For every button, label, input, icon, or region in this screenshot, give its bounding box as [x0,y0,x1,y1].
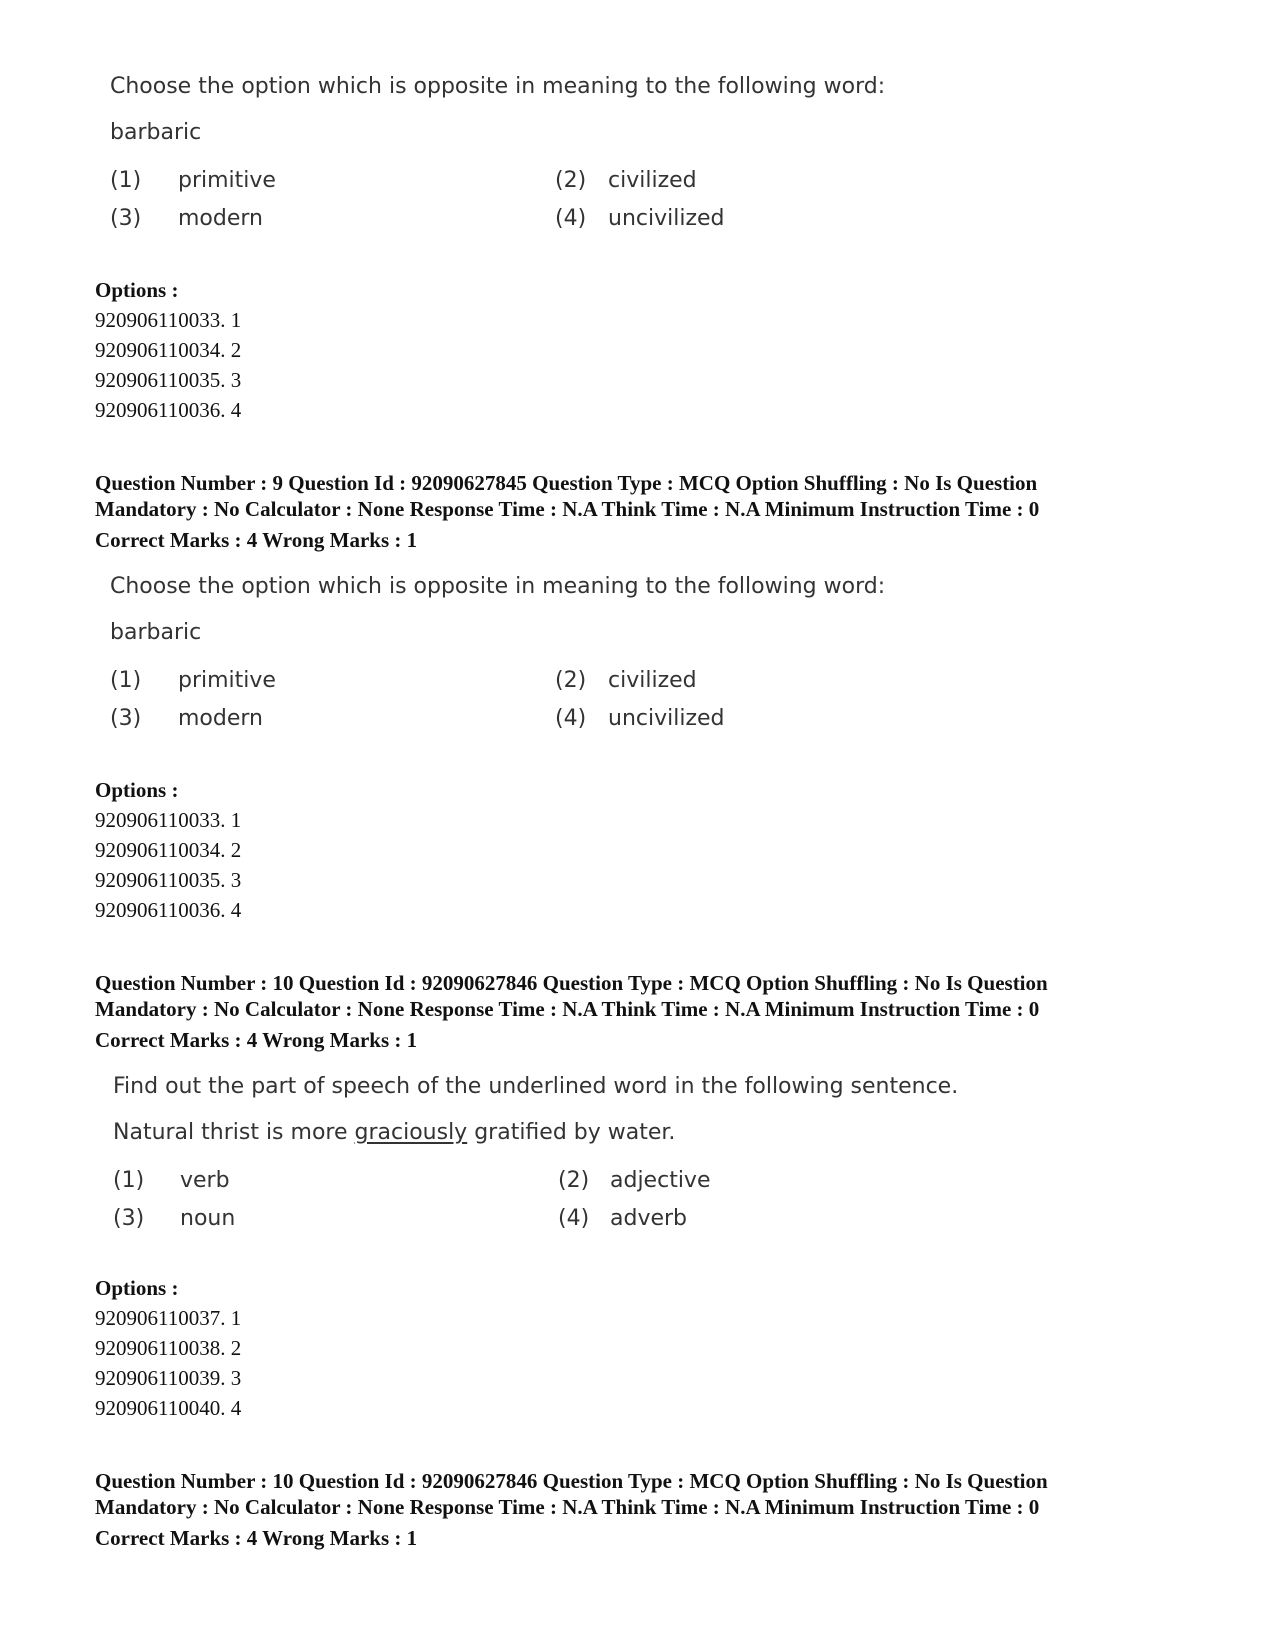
option-line: 920906110034. 2 [95,338,242,362]
choice-number: (4) [555,206,587,231]
choice-text: civilized [608,668,697,693]
question-meta [95,470,1195,522]
question-meta-line: Question Number : 10 Question Id : 92090627846 Question Type : MCQ Option Shuffling : No Is Question [95,1469,1048,1493]
question-meta-line: Question Number : 9 Question Id : 92090627845 Question Type : MCQ Option Shuffling : No Is Question [95,471,1038,495]
question-marks: Correct Marks : 4 Wrong Marks : 1 [95,1526,418,1550]
choice-text: uncivilized [608,206,725,231]
question-meta-line: Mandatory : No Calculator : None Response Time : N.A Think Time : N.A Minimum Instruction Time : 0 [95,497,1040,521]
question-sentence [113,1120,675,1145]
choice-number: (4) [555,706,587,731]
choice-number: (4) [558,1206,590,1231]
choice-text: primitive [178,168,276,193]
question-marks: Correct Marks : 4 Wrong Marks : 1 [95,528,418,552]
choice-number: (2) [555,668,587,693]
question-prompt: Choose the option which is opposite in meaning to the following word: [110,574,886,599]
option-line: 920906110037. 1 [95,1306,242,1330]
choice-number: (1) [110,168,142,193]
option-line: 920906110040. 4 [95,1396,242,1420]
choice-number: (3) [110,706,142,731]
question-image [110,72,1010,242]
question-image [110,572,1010,742]
question-marks: Correct Marks : 4 Wrong Marks : 1 [95,1028,418,1052]
choice-number: (1) [113,1168,145,1193]
question-word: barbaric [110,120,202,145]
option-line: 920906110034. 2 [95,838,242,862]
question-image [110,1072,1010,1242]
question-prompt: Find out the part of speech of the underlined word in the following sentence. [113,1074,959,1099]
question-meta-line: Question Number : 10 Question Id : 92090627846 Question Type : MCQ Option Shuffling : No Is Question [95,971,1048,995]
choice-number: (2) [555,168,587,193]
choice-text: modern [178,706,263,731]
sentence-underlined-word: graciously [354,1120,468,1145]
choice-text: noun [180,1206,236,1231]
option-line: 920906110038. 2 [95,1336,242,1360]
choice-text: primitive [178,668,276,693]
sentence-before: Natural thrist is more [113,1120,355,1145]
choice-text: civilized [608,168,697,193]
choice-text: modern [178,206,263,231]
option-line: 920906110036. 4 [95,898,242,922]
question-prompt: Choose the option which is opposite in meaning to the following word: [110,74,886,99]
choice-number: (3) [110,206,142,231]
question-word: barbaric [110,620,202,645]
choice-number: (2) [558,1168,590,1193]
choice-text: adverb [610,1206,688,1231]
options-label: Options : [95,278,179,302]
choice-text: uncivilized [608,706,725,731]
question-meta [95,1468,1195,1520]
choice-number: (1) [110,668,142,693]
option-line: 920906110035. 3 [95,368,242,392]
question-meta [95,970,1195,1022]
choice-text: adjective [610,1168,711,1193]
sentence-after: gratified by water. [467,1120,676,1145]
choice-text: verb [180,1168,230,1193]
option-line: 920906110033. 1 [95,808,242,832]
option-line: 920906110036. 4 [95,398,242,422]
question-meta-line: Mandatory : No Calculator : None Response Time : N.A Think Time : N.A Minimum Instruction Time : 0 [95,1495,1040,1519]
option-line: 920906110039. 3 [95,1366,242,1390]
choice-number: (3) [113,1206,145,1231]
option-line: 920906110035. 3 [95,868,242,892]
options-label: Options : [95,778,179,802]
option-line: 920906110033. 1 [95,308,242,332]
options-label: Options : [95,1276,179,1300]
question-meta-line: Mandatory : No Calculator : None Response Time : N.A Think Time : N.A Minimum Instruction Time : 0 [95,997,1040,1021]
